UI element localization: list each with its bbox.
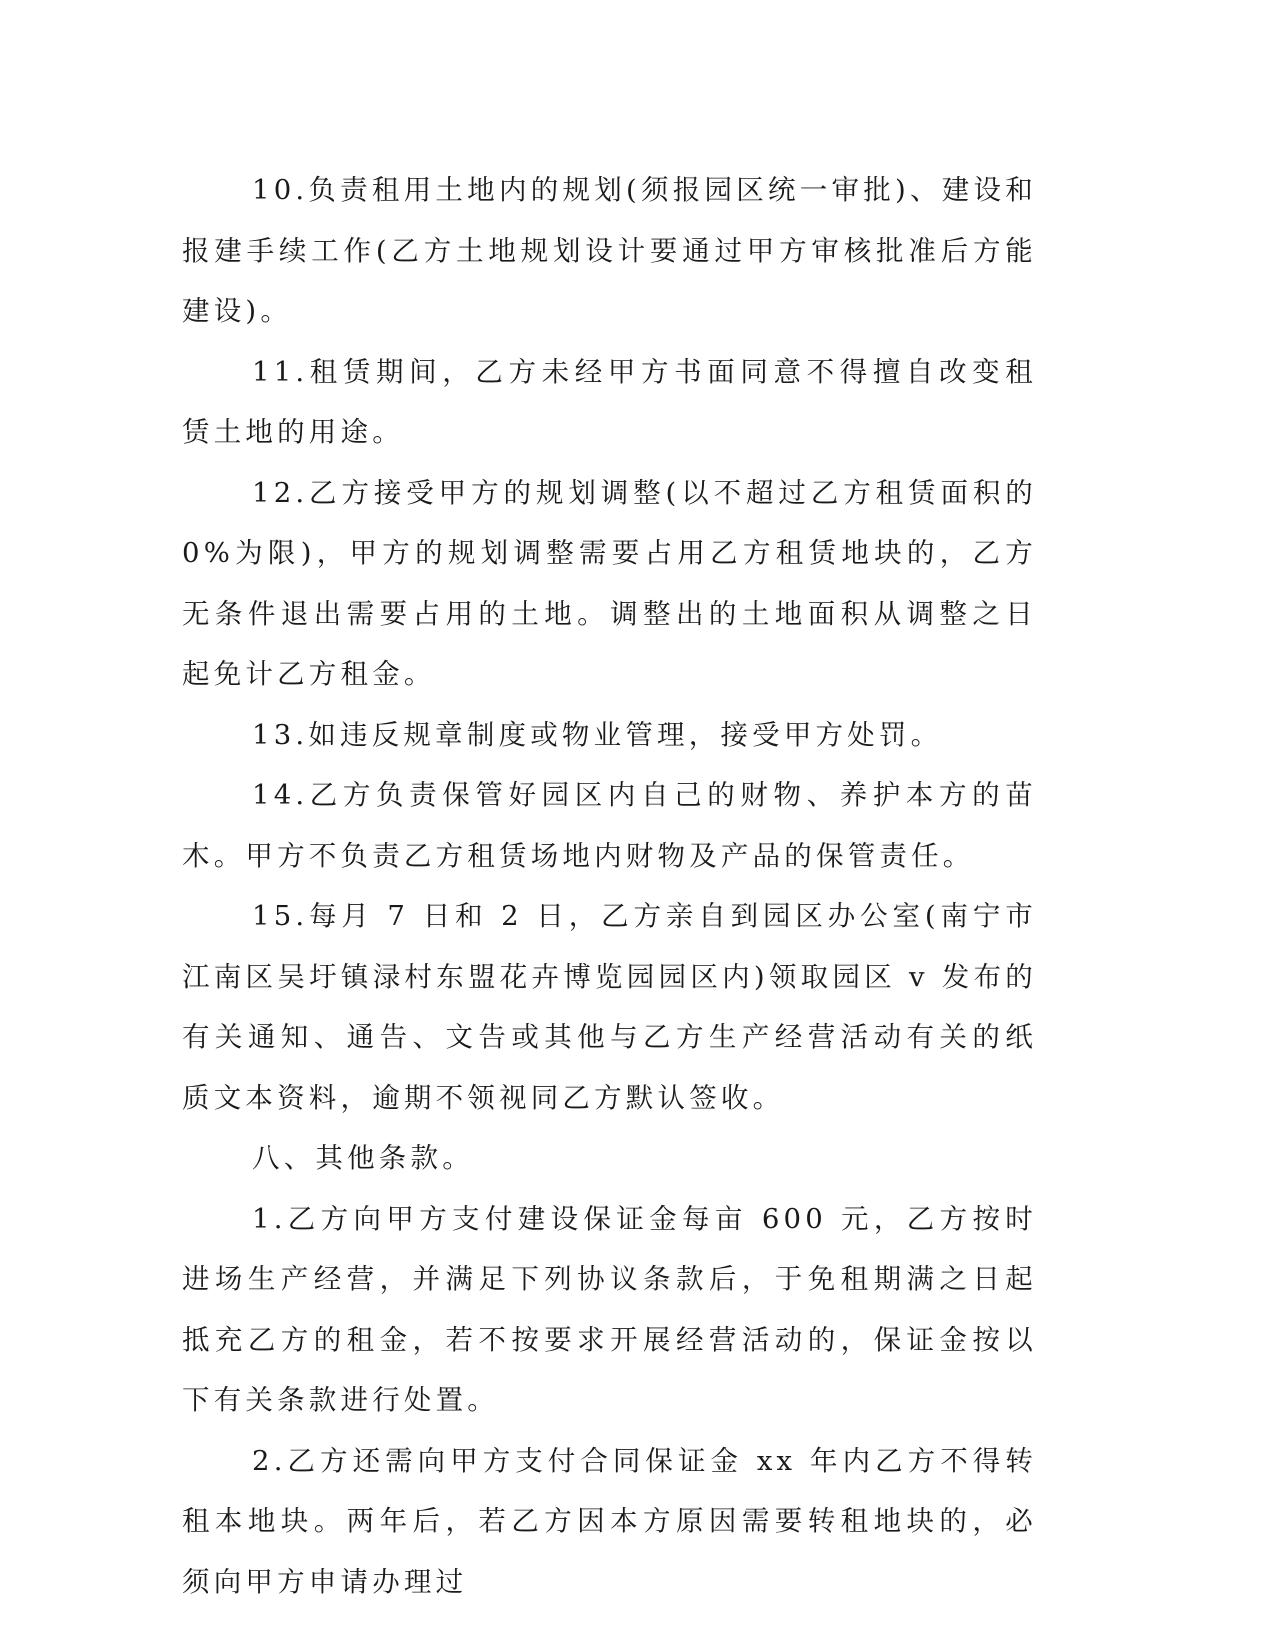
clause-13: 13.如违反规章制度或物业管理，接受甲方处罚。	[252, 718, 943, 751]
clause-15: 15.每月 7 日和 2 日，乙方亲自到园区办公室(南宁市江南区吴圩镇渌村东盟花卉博览园园区内)领取园区 v 发布的有关通知、通告、文告或其他与乙方生产经营活动有关的纸质文本资料，逾期不领视同乙方默认签收。	[182, 900, 1037, 1114]
clause-14: 14.乙方负责保管好园区内自己的财物、养护本方的苗木。甲方不负责乙方租赁场地内财物及产品的保管责任。	[182, 779, 1037, 872]
other-terms-clause-1: 1.乙方向甲方支付建设保证金每亩 600 元，乙方按时进场生产经营，并满足下列协议条款后，于免租期满之日起抵充乙方的租金，若不按要求开展经营活动的，保证金按以下有关条款进行处置。	[182, 1202, 1037, 1416]
other-terms-clause-2: 2.乙方还需向甲方支付合同保证金 xx 年内乙方不得转租本地块。两年后，若乙方因本方原因需要转租地块的，必须向甲方申请办理过	[182, 1444, 1037, 1598]
section-heading-other-terms: 八、其他条款。	[252, 1142, 474, 1174]
clause-12: 12.乙方接受甲方的规划调整(以不超过乙方租赁面积的 0%为限)，甲方的规划调整需要占用乙方租赁地块的，乙方无条件退出需要占用的土地。调整出的土地面积从调整之日起免计乙方租金。	[182, 476, 1037, 690]
clause-10: 10.负责租用土地内的规划(须报园区统一审批)、建设和报建手续工作(乙方土地规划设计要通过甲方审核批准后方能建设)。	[182, 174, 1037, 327]
document-body	[182, 160, 1037, 1612]
clause-11: 11.租赁期间，乙方未经甲方书面同意不得擅自改变租赁土地的用途。	[182, 355, 1037, 448]
